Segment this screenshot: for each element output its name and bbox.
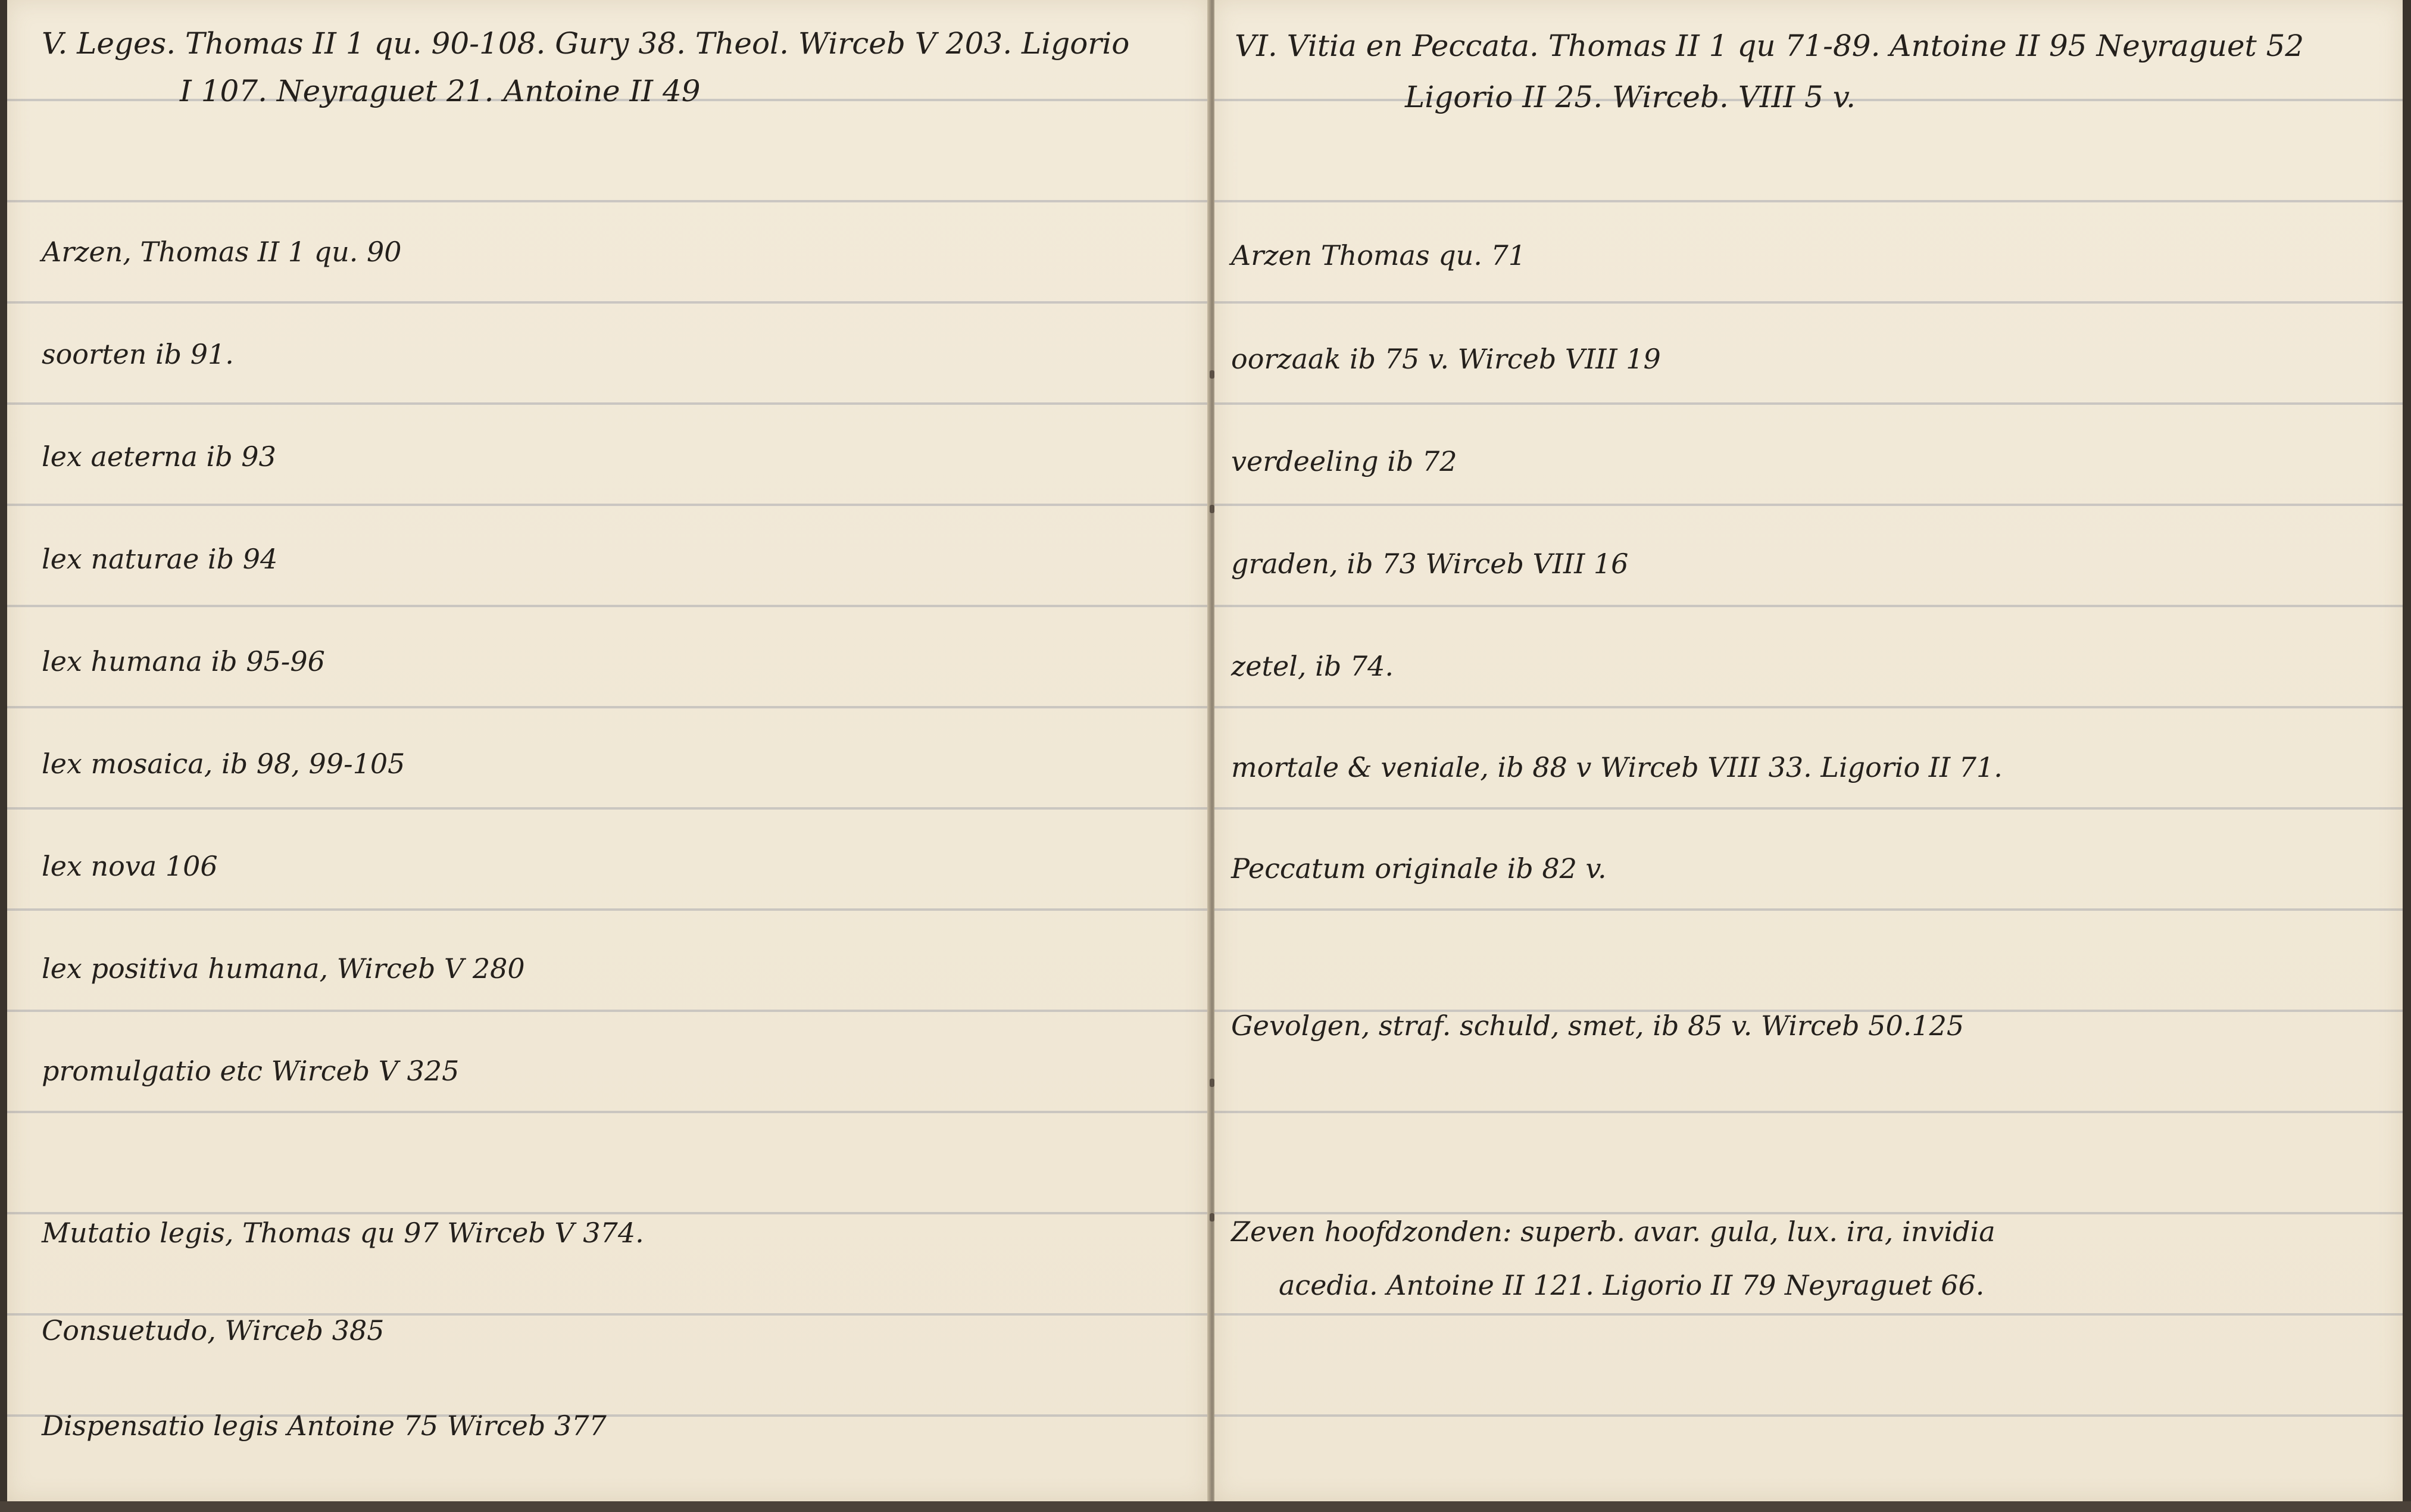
right-entry: Arzen Thomas qu. 71 bbox=[1231, 239, 1526, 271]
left-entry: Dispensatio legis Antoine 75 Wirceb 377 bbox=[42, 1410, 607, 1442]
left-entry: lex humana ib 95-96 bbox=[42, 645, 325, 677]
right-entry: Zeven hoofdzonden: superb. avar. gula, lux. ira, invidia bbox=[1231, 1216, 1995, 1248]
right-page bbox=[1214, 0, 2403, 1501]
left-entry: Consuetudo, Wirceb 385 bbox=[42, 1314, 385, 1347]
right-entry: oorzaak ib 75 v. Wirceb VIII 19 bbox=[1231, 343, 1661, 375]
left-entry: lex nova 106 bbox=[42, 850, 218, 882]
left-heading-line-1: V. Leges. Thomas II 1 qu. 90-108. Gury 38. Theol. Wirceb V 203. Ligorio bbox=[42, 26, 1130, 61]
left-entry: promulgatio etc Wirceb V 325 bbox=[42, 1055, 460, 1087]
notebook-bottom-edge bbox=[0, 1501, 2411, 1512]
binding-stitch bbox=[1210, 1079, 1214, 1087]
right-heading-line-2: Ligorio II 25. Wirceb. VIII 5 v. bbox=[1405, 80, 1856, 114]
right-entry: zetel, ib 74. bbox=[1231, 650, 1394, 682]
binding-stitch bbox=[1210, 1213, 1214, 1222]
right-entry: verdeeling ib 72 bbox=[1231, 445, 1457, 477]
right-entry: acedia. Antoine II 121. Ligorio II 79 Neyraguet 66. bbox=[1279, 1269, 1985, 1301]
left-page bbox=[7, 0, 1208, 1501]
right-entry: mortale & veniale, ib 88 v Wirceb VIII 33. Ligorio II 71. bbox=[1231, 751, 2003, 783]
binding-stitch bbox=[1210, 370, 1214, 379]
left-entry: lex aeterna ib 93 bbox=[42, 441, 276, 473]
binding-stitch bbox=[1210, 505, 1214, 513]
left-entry: soorten ib 91. bbox=[42, 338, 234, 370]
right-heading-line-1: VI. Vitia en Peccata. Thomas II 1 qu 71-89. Antoine II 95 Neyraguet 52 bbox=[1235, 29, 2304, 63]
right-entry: graden, ib 73 Wirceb VIII 16 bbox=[1231, 548, 1629, 580]
left-entry: Mutatio legis, Thomas qu 97 Wirceb V 374. bbox=[42, 1217, 644, 1249]
left-entry: lex positiva humana, Wirceb V 280 bbox=[42, 952, 525, 985]
left-heading-line-2: I 107. Neyraguet 21. Antoine II 49 bbox=[180, 74, 701, 108]
left-entry: Arzen, Thomas II 1 qu. 90 bbox=[42, 236, 402, 268]
left-entry: lex mosaica, ib 98, 99-105 bbox=[42, 748, 405, 780]
right-entry: Peccatum originale ib 82 v. bbox=[1231, 852, 1607, 885]
right-entry: Gevolgen, straf. schuld, smet, ib 85 v. Wirceb 50.125 bbox=[1231, 1010, 1965, 1042]
left-entry: lex naturae ib 94 bbox=[42, 543, 278, 575]
